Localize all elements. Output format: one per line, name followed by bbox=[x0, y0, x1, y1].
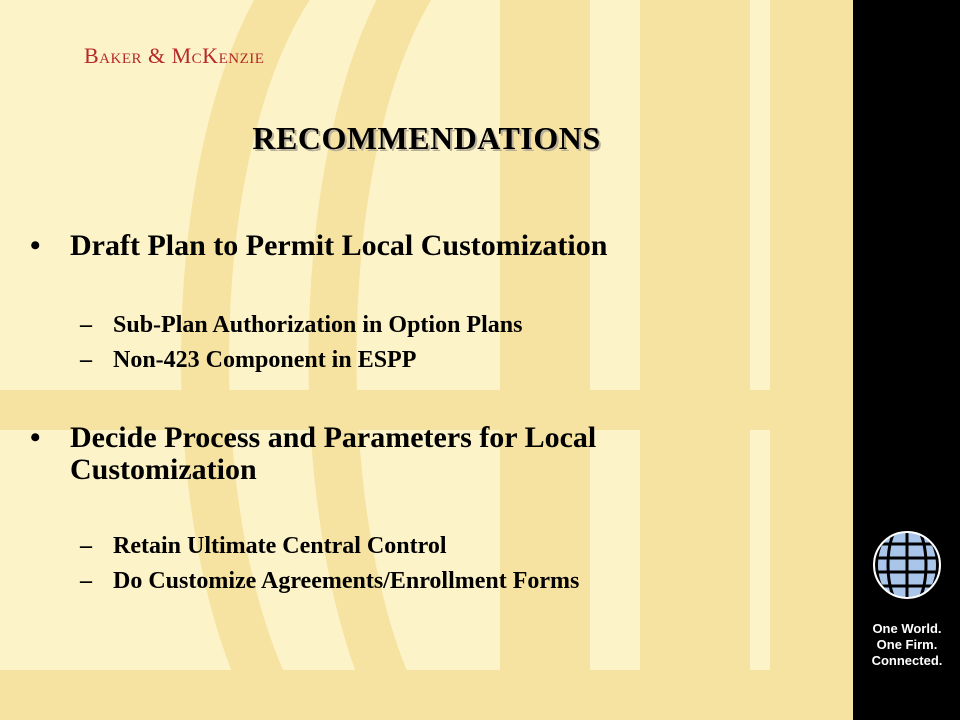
dash-marker: – bbox=[80, 568, 92, 594]
sub-bullet-text: Do Customize Agreements/Enrollment Forms bbox=[113, 568, 580, 594]
bullet-item bbox=[30, 422, 790, 486]
tagline-line: One World. bbox=[872, 621, 942, 636]
sidebar-tagline bbox=[858, 621, 956, 669]
bullet-text: Draft Plan to Permit Local Customization bbox=[70, 229, 608, 262]
firm-logo bbox=[84, 43, 264, 69]
bullet-item bbox=[30, 230, 790, 262]
tagline-line: Connected. bbox=[871, 653, 943, 668]
sub-bullet-text: Non-423 Component in ESPP bbox=[113, 347, 417, 373]
dash-marker: – bbox=[80, 312, 92, 338]
bullet-marker: • bbox=[30, 229, 41, 262]
sub-bullet-item bbox=[80, 532, 800, 560]
bullet-marker: • bbox=[30, 421, 41, 454]
sub-bullet-item bbox=[80, 311, 800, 339]
brand-sidebar bbox=[853, 0, 960, 720]
sub-bullet-text: Sub-Plan Authorization in Option Plans bbox=[113, 312, 523, 338]
sub-bullet-item bbox=[80, 567, 800, 595]
firm-logo-text: Baker & McKenzie bbox=[84, 43, 265, 68]
bullet-text: Decide Process and Parameters for Local Customization bbox=[70, 421, 597, 486]
sub-bullet-text: Retain Ultimate Central Control bbox=[113, 533, 447, 559]
dash-marker: – bbox=[80, 533, 92, 559]
slide-title: RECOMMENDATIONS bbox=[252, 120, 601, 156]
globe-icon bbox=[872, 530, 942, 600]
tagline-line: One Firm. bbox=[876, 637, 938, 652]
sub-bullet-item bbox=[80, 346, 800, 374]
dash-marker: – bbox=[80, 347, 92, 373]
